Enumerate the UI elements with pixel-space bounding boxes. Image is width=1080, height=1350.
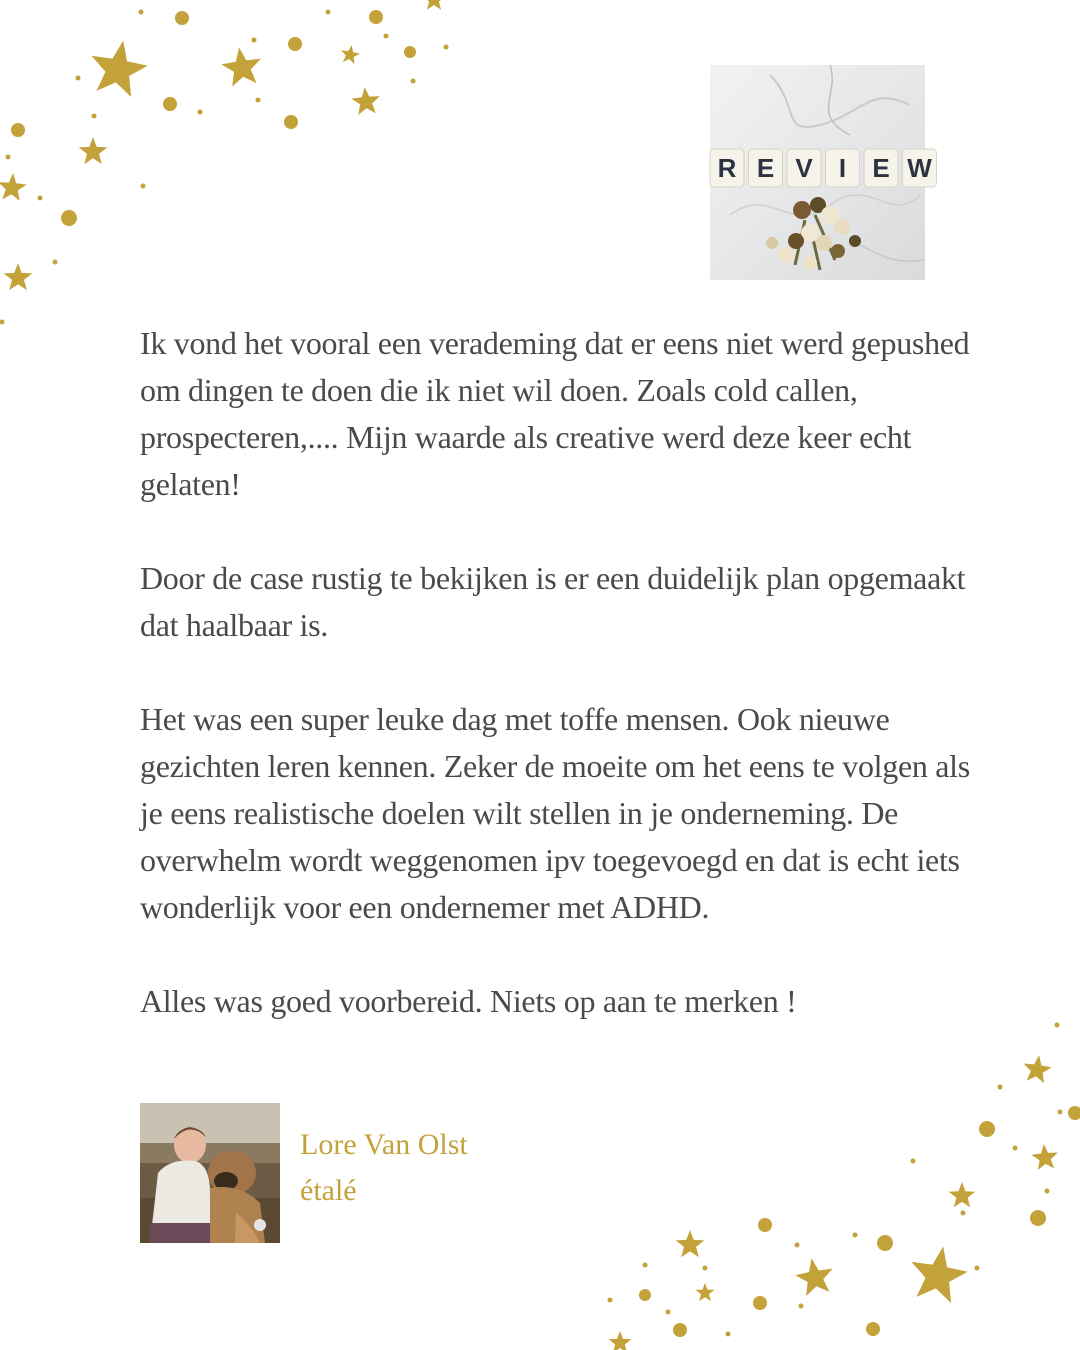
dot-decoration [0, 320, 5, 325]
letter-tile-label: R [717, 153, 737, 183]
star-icon [79, 137, 108, 164]
author-info [300, 1122, 468, 1214]
dot-decoration [175, 11, 189, 25]
star-icon [0, 172, 28, 201]
star-icon [4, 263, 33, 290]
star-icon [423, 0, 446, 10]
dot-decoration [1055, 1023, 1060, 1028]
dot-decoration [384, 34, 389, 39]
author-name: Lore Van Olst [300, 1128, 468, 1161]
review-badge-image [710, 65, 932, 280]
dot-decoration [252, 38, 257, 43]
star-icon [949, 1182, 976, 1207]
dot-decoration [799, 1304, 804, 1309]
dot-decoration [866, 1322, 880, 1336]
dot-decoration [369, 10, 383, 24]
dot-decoration [853, 1233, 858, 1238]
dot-decoration [753, 1296, 767, 1310]
star-icon [339, 44, 361, 65]
star-icon [696, 1283, 715, 1301]
dot-decoration [877, 1235, 893, 1251]
dot-decoration [975, 1266, 980, 1271]
dot-decoration [608, 1298, 613, 1303]
dot-decoration [92, 114, 97, 119]
dot-decoration [38, 196, 43, 201]
dot-decoration [61, 210, 77, 226]
dot-decoration [326, 10, 331, 15]
dot-decoration [1058, 1110, 1063, 1115]
dot-decoration [284, 115, 298, 129]
dot-decoration [411, 79, 416, 84]
dot-decoration [76, 76, 81, 81]
dot-decoration [256, 98, 261, 103]
dot-decoration [998, 1085, 1003, 1090]
author-avatar [140, 1103, 280, 1243]
dot-decoration [726, 1332, 731, 1337]
dot-decoration [139, 10, 144, 15]
review-text [140, 320, 1000, 1025]
dot-decoration [404, 46, 416, 58]
star-icon [86, 36, 152, 99]
dot-decoration [6, 155, 11, 160]
star-icon [1021, 1053, 1053, 1084]
dot-decoration [53, 260, 58, 265]
review-paragraph-4: Alles was goed voorbereid. Niets op aan te merken ! [140, 983, 797, 1019]
letter-tile-label: I [838, 153, 847, 183]
dot-decoration [639, 1289, 651, 1301]
review-paragraph-1: Ik vond het vooral een verademing dat er eens niet werd gepushed om dingen te doen die ik niet wil doen. Zoals cold callen, prospecteren,.... Mijn waarde als creative werd deze keer echt gelaten! [140, 325, 970, 502]
star-icon [676, 1230, 705, 1257]
dot-decoration [1068, 1106, 1080, 1120]
star-icon [350, 86, 381, 115]
dot-decoration [1045, 1189, 1050, 1194]
dot-decoration [288, 37, 302, 51]
dot-decoration [911, 1159, 916, 1164]
dot-decoration [673, 1323, 687, 1337]
letter-tile-label: V [795, 153, 813, 183]
star-icon [793, 1255, 837, 1297]
letter-tile-label: W [907, 153, 932, 183]
review-paragraph-3: Het was een super leuke dag met toffe mensen. Ook nieuwe gezichten leren kennen. Zeker de moeite om het eens te volgen als je eens realistische doelen wilt stellen in je onderneming. De overwhelm wordt weggenomen ipv toegevoegd en dat is echt iets wonderlijk voor een ondernemer met ADHD. [140, 701, 970, 925]
dot-decoration [795, 1243, 800, 1248]
dot-decoration [11, 123, 25, 137]
dot-decoration [198, 110, 203, 115]
star-icon [906, 1242, 972, 1305]
review-paragraph-2: Door de case rustig te bekijken is er een duidelijk plan opgemaakt dat haalbaar is. [140, 560, 966, 643]
dot-decoration [141, 184, 146, 189]
dot-decoration [1030, 1210, 1046, 1226]
dot-decoration [979, 1121, 995, 1137]
letter-tile-label: E [756, 153, 775, 183]
dot-decoration [643, 1263, 648, 1268]
star-icon [219, 44, 264, 87]
dot-decoration [1013, 1146, 1018, 1151]
star-icon [1031, 1143, 1060, 1171]
dot-decoration [444, 45, 449, 50]
dot-decoration [703, 1266, 708, 1271]
dot-decoration [758, 1218, 772, 1232]
letter-tile-label: E [872, 153, 890, 183]
dot-decoration [666, 1310, 671, 1315]
dot-decoration [961, 1211, 966, 1216]
star-icon [609, 1331, 632, 1350]
dot-decoration [163, 97, 177, 111]
author-company: étalé [300, 1174, 357, 1207]
